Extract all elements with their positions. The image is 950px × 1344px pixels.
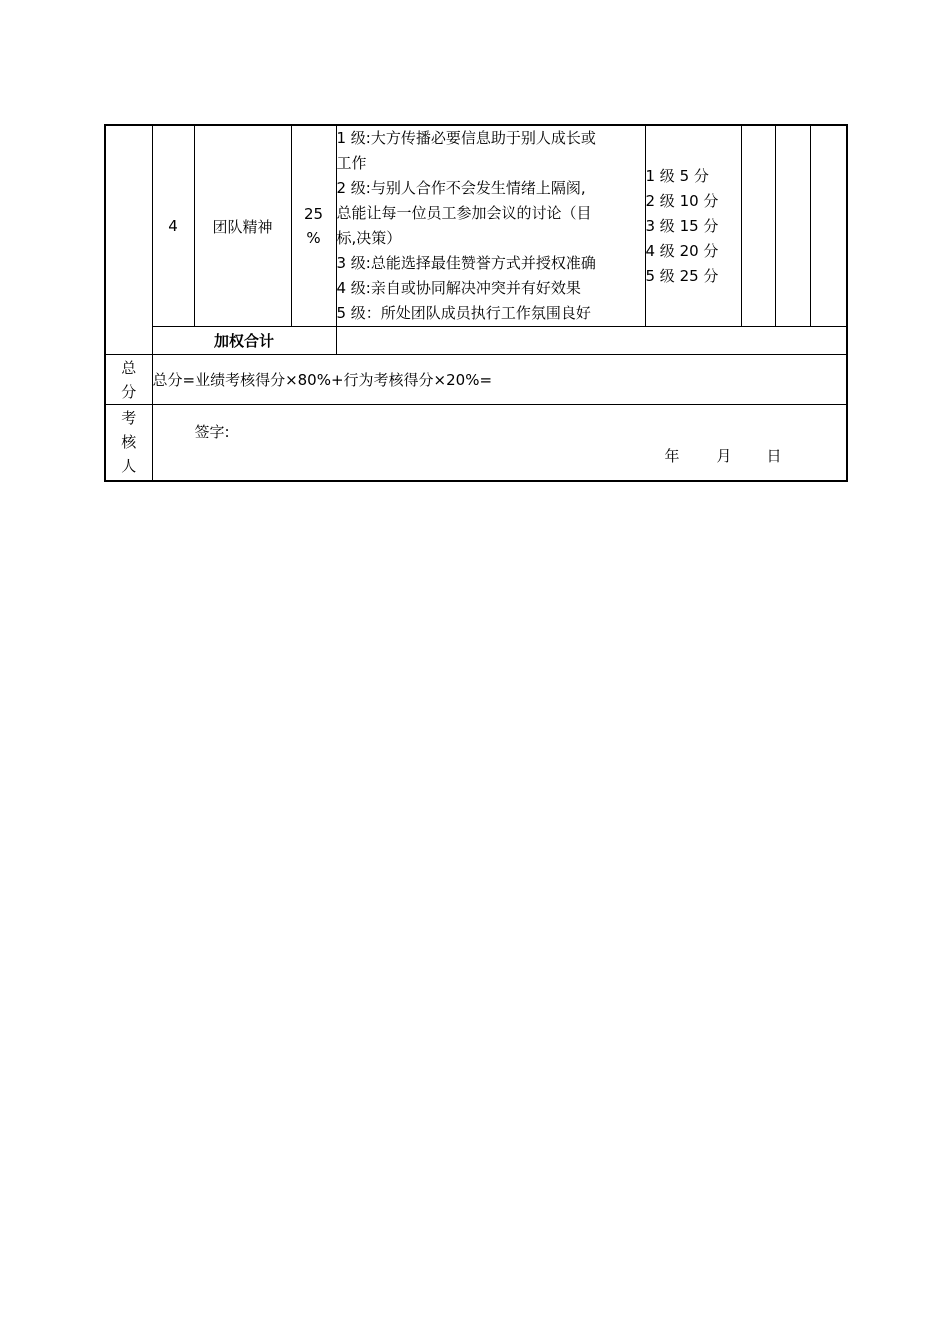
assessment-table bbox=[104, 124, 848, 482]
criteria-line: 5 级：所处团队成员执行工作氛围良好 bbox=[336, 304, 591, 322]
empty-score-cell bbox=[810, 125, 847, 327]
criteria-line: 4 级:亲自或协同解决冲突并有好效果 bbox=[336, 279, 581, 297]
signature-cell bbox=[152, 405, 847, 481]
criteria-line: 总能让每一位员工参加会议的讨论（目 bbox=[336, 204, 592, 222]
criteria-line: 工作 bbox=[336, 154, 367, 172]
score-line: 3 级 15 分 bbox=[645, 216, 719, 235]
weight-cell bbox=[291, 125, 336, 327]
weighted-total-value bbox=[336, 327, 847, 355]
criteria-line: 1 级:大方传播必要信息助于别人成长或 bbox=[336, 129, 596, 147]
date-month: 月 bbox=[716, 447, 732, 465]
item-name: 团队精神 bbox=[194, 125, 291, 327]
empty-score-cell bbox=[775, 125, 810, 327]
table-row bbox=[105, 125, 847, 327]
assessor-label-cell: 考 核 人 bbox=[105, 405, 152, 481]
score-line: 4 级 20 分 bbox=[645, 241, 719, 260]
score-scale-cell bbox=[645, 125, 741, 327]
score-line: 2 级 10 分 bbox=[645, 191, 719, 210]
total-formula: 总分=业绩考核得分×80%+行为考核得分×20%= bbox=[152, 355, 847, 405]
weight-value: 25 bbox=[303, 205, 324, 223]
criteria-line: 2 级:与别人合作不会发生情绪上隔阂, bbox=[336, 179, 586, 197]
date-year: 年 bbox=[664, 447, 680, 465]
score-line: 5 级 25 分 bbox=[645, 266, 719, 285]
category-cell bbox=[105, 125, 152, 355]
row-number: 4 bbox=[152, 125, 194, 327]
assessor-row bbox=[105, 405, 847, 481]
criteria-cell bbox=[336, 125, 645, 327]
signature-label: 签字: bbox=[194, 423, 230, 441]
score-line: 1 级 5 分 bbox=[645, 166, 709, 185]
criteria-line: 标,决策） bbox=[336, 229, 402, 247]
total-score-row bbox=[105, 355, 847, 405]
criteria-line: 3 级:总能选择最佳赞誉方式并授权准确 bbox=[336, 254, 596, 272]
empty-score-cell bbox=[741, 125, 775, 327]
weight-unit: % bbox=[306, 229, 321, 247]
weighted-total-label: 加权合计 bbox=[152, 327, 336, 355]
date-day: 日 bbox=[766, 447, 782, 465]
total-label-cell: 总 分 bbox=[105, 355, 152, 405]
weighted-total-row bbox=[105, 327, 847, 355]
